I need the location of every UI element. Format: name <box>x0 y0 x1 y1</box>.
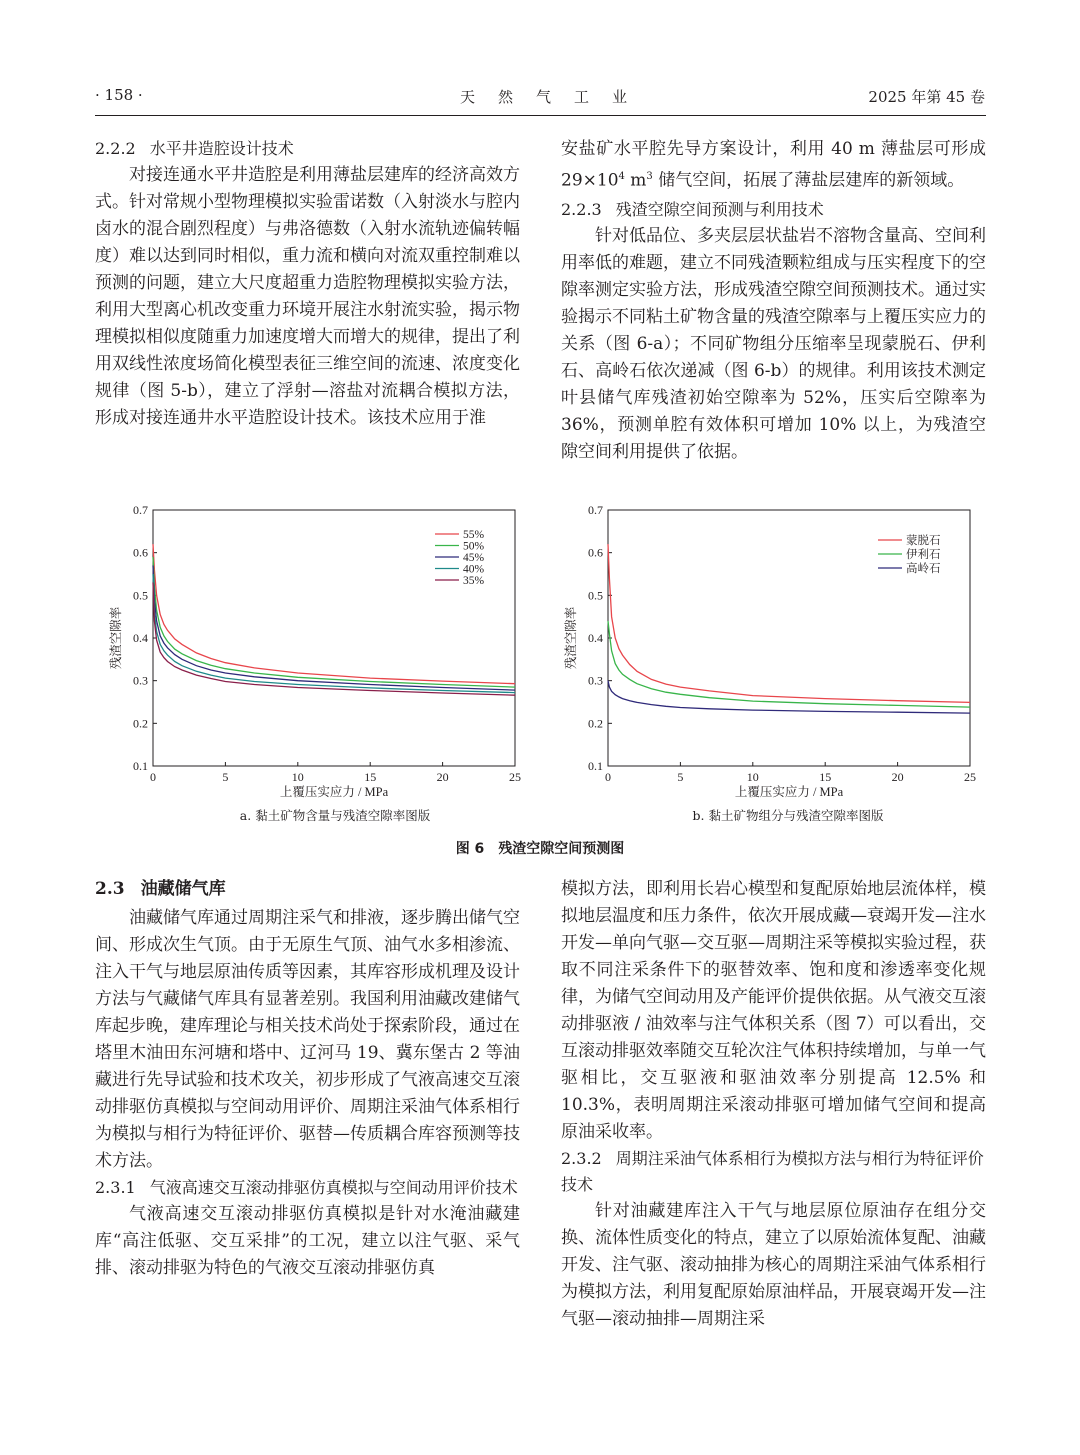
y-tick-label: 0.7 <box>588 503 603 517</box>
legend-label: 蒙脱石 <box>906 535 941 547</box>
series-line-2 <box>153 563 515 691</box>
x-tick-label: 10 <box>291 770 304 784</box>
figure-caption <box>0 838 1080 858</box>
superscript: 3 <box>646 171 653 182</box>
text-fragment: m <box>624 170 647 191</box>
x-tick-label: 0 <box>150 770 156 784</box>
page-number: · 158 · <box>95 86 143 104</box>
x-tick-label: 25 <box>509 770 521 784</box>
y-tick-label: 0.5 <box>588 588 603 603</box>
body-paragraph: 油藏储气库通过周期注采气和排液，逐步腾出储气空间、形成次生气顶。由于无原生气顶、油气水多相渗流、注入干气与地层原油传质等因素，其库容形成机理及设计方法与气藏储气库具有显著差别。我国利用油藏改建储气库起步晚，建库理论与相关技术尚处于探索阶段，通过在塔里木油田东河塘和塔中、辽河马 19、冀东堡古 2 等油藏进行先导试验和技术攻关，初步形成了气液高速交互滚动排驱仿真模拟与空间动用评价、周期注采油气体系相行为模拟与相行为特征评价、驱替—传质耦合库容预测等技术方法。 <box>95 908 520 1171</box>
legend-label: 40% <box>463 563 485 576</box>
legend-label: 50% <box>463 540 485 553</box>
x-axis-label: 上覆压实应力 / MPa <box>734 785 844 799</box>
body-paragraph-continued: 模拟方法，即利用长岩心模型和复配原始地层流体样，模拟地层温度和压力条件，依次开展成藏—衰竭开发—注水开发—单向气驱—交互驱—周期注采等模拟实验过程，获取不同注采条件下的驱替效率、饱和度和渗透率变化规律，为储气空间动用及产能评价提供依据。从气液交互滚动排驱液 / 油效率与注气体积关系（图 7）可以看出，交互滚动排驱效率随交互轮次注气体积持续增加，与单一气驱相比，交互驱液和驱油效率分别提高 12.5% 和 10.3%，表明周期注采滚动排驱可增加储气空间和提高原油采收率。 <box>561 879 986 1142</box>
y-tick-label: 0.4 <box>588 631 603 645</box>
section-title: 油藏储气库 <box>140 879 226 899</box>
figure-number: 图 6 <box>455 841 485 857</box>
section-heading-2-3 <box>95 876 520 902</box>
y-tick-label: 0.1 <box>588 759 603 773</box>
body-paragraph-continued <box>561 136 986 195</box>
series-line-0 <box>153 544 515 684</box>
series-line-1 <box>608 621 970 707</box>
section-heading-2-2-2 <box>95 136 520 162</box>
text-fragment: 储气空间，拓展了薄盐层建库的新领域。 <box>652 170 965 191</box>
legend-label: 45% <box>463 552 485 564</box>
series-line-3 <box>153 574 515 693</box>
text-line: 安盐矿水平腔先导方案设计，利用 40 m 薄盐层可形 <box>561 139 969 159</box>
left-column-bottom <box>95 876 520 1282</box>
section-title: 气液高速交互滚动排驱仿真模拟与空间动用评价技术 <box>149 1178 518 1197</box>
y-tick-label: 0.1 <box>133 759 148 773</box>
chart-a <box>95 492 535 802</box>
x-tick-label: 25 <box>964 770 976 784</box>
body-paragraph: 针对低品位、多夹层层状盐岩不溶物含量高、空间利用率低的难题，建立不同残渣颗粒组成与压实程度下的空隙率测定实验方法，形成残渣空隙空间预测技术。通过实验揭示不同粘土矿物含量的残渣空隙率与上覆压实应力的关系（图 6-a）；不同矿物组分压缩率呈现蒙脱石、伊利石、高岭石依次递减（图 6-b）的规律。利用该技术测定叶县储气库残渣初始空隙率为 52%，压实后空隙率为 36%，预测单腔有效体积可增加 10% 以上，为残渣空隙空间利用提供了依据。 <box>561 225 986 462</box>
x-tick-label: 10 <box>746 770 759 784</box>
x-tick-label: 5 <box>222 770 229 784</box>
y-tick-label: 0.3 <box>588 673 603 688</box>
y-tick-label: 0.6 <box>133 545 148 560</box>
legend-label: 伊利石 <box>906 549 941 561</box>
superscript: 4 <box>618 171 625 182</box>
text-fragment: 成29×10 <box>561 139 986 191</box>
x-tick-label: 5 <box>677 770 684 784</box>
y-axis-label: 残渣空隙率 <box>564 606 578 670</box>
section-title: 残渣空隙空间预测与利用技术 <box>615 199 824 219</box>
journal-name: 天 然 气 工 业 <box>460 88 632 106</box>
x-tick-label: 0 <box>605 770 611 784</box>
y-tick-label: 0.4 <box>133 631 148 645</box>
figure-title: 残渣空隙空间预测图 <box>498 841 625 857</box>
chart-b <box>550 492 990 802</box>
subcaption-a: a. 黏土矿物含量与残渣空隙率图版 <box>239 808 431 823</box>
y-tick-label: 0.3 <box>133 673 148 688</box>
legend-label: 55% <box>463 529 485 541</box>
legend-label: 35% <box>463 575 485 587</box>
x-tick-label: 20 <box>891 770 904 784</box>
series-line-4 <box>153 583 515 696</box>
section-heading-2-3-2 <box>561 1146 986 1198</box>
y-tick-label: 0.5 <box>133 588 148 603</box>
plot-frame <box>153 510 515 766</box>
section-heading-2-3-1 <box>95 1175 520 1201</box>
volume-info: 2025 年第 45 卷 <box>868 88 985 106</box>
left-column-top <box>95 136 520 432</box>
section-number: 2.2.2 <box>95 139 136 158</box>
body-paragraph: 对接连通水平井造腔是利用薄盐层建库的经济高效方式。针对常规小型物理模拟实验雷诺数（入射淡水与腔内卤水的混合剧烈程度）与弗洛德数（入射水流轨迹偏转幅度）难以达到同时相似，重力流和横向对流双重控制难以预测的问题，建立大尺度超重力造腔物理模拟实验方法，利用大型离心机改变重力环境开展注水射流实验，揭示物理模拟相似度随重力加速度增大而增大的规律，提出了利用双线性浓度场简化模型表征三维空间的流速、浓度变化规律（图 5-b），建立了浮射—溶盐对流耦合模拟方法，形成对接连通井水平造腔设计技术。该技术应用于淮 <box>95 165 520 428</box>
y-axis-label: 残渣空隙率 <box>109 606 123 670</box>
header-rule <box>95 115 986 116</box>
section-number: 2.2.3 <box>561 199 602 219</box>
x-tick-label: 20 <box>436 770 449 784</box>
right-column-bottom <box>561 876 986 1333</box>
series-line-1 <box>153 557 515 687</box>
x-tick-label: 15 <box>819 770 832 784</box>
section-number: 2.3.2 <box>561 1149 602 1168</box>
body-paragraph: 针对油藏建库注入干气与地层原位原油存在组分交换、流体性质变化的特点，建立了以原始流体复配、油藏开发、注气驱、滚动抽排为核心的周期注采油气体系相行为模拟方法，利用复配原始原油样品，开展衰竭开发—注气驱—滚动抽排—周期注采 <box>561 1201 986 1329</box>
section-title: 周期注采油气体系相行为模拟方法与相行为特征评价技术 <box>561 1149 984 1194</box>
section-title: 水平井造腔设计技术 <box>149 139 294 158</box>
y-tick-label: 0.2 <box>133 716 148 731</box>
section-heading-2-2-3 <box>561 197 986 223</box>
x-axis-label: 上覆压实应力 / MPa <box>279 785 389 799</box>
y-tick-label: 0.6 <box>588 545 603 560</box>
right-column-top <box>561 136 986 466</box>
section-number: 2.3.1 <box>95 1178 136 1197</box>
y-tick-label: 0.7 <box>133 503 148 517</box>
y-tick-label: 0.2 <box>588 716 603 731</box>
body-paragraph: 气液高速交互滚动排驱仿真模拟是针对水淹油藏建库“高注低驱、交互采排”的工况，建立以注气驱、采气排、滚动排驱为特色的气液交互滚动排驱仿真 <box>95 1204 520 1278</box>
legend-label: 高岭石 <box>906 563 941 575</box>
x-tick-label: 15 <box>364 770 377 784</box>
subcaption-b: b. 黏土矿物组分与残渣空隙率图版 <box>692 808 884 823</box>
section-number: 2.3 <box>95 879 125 899</box>
